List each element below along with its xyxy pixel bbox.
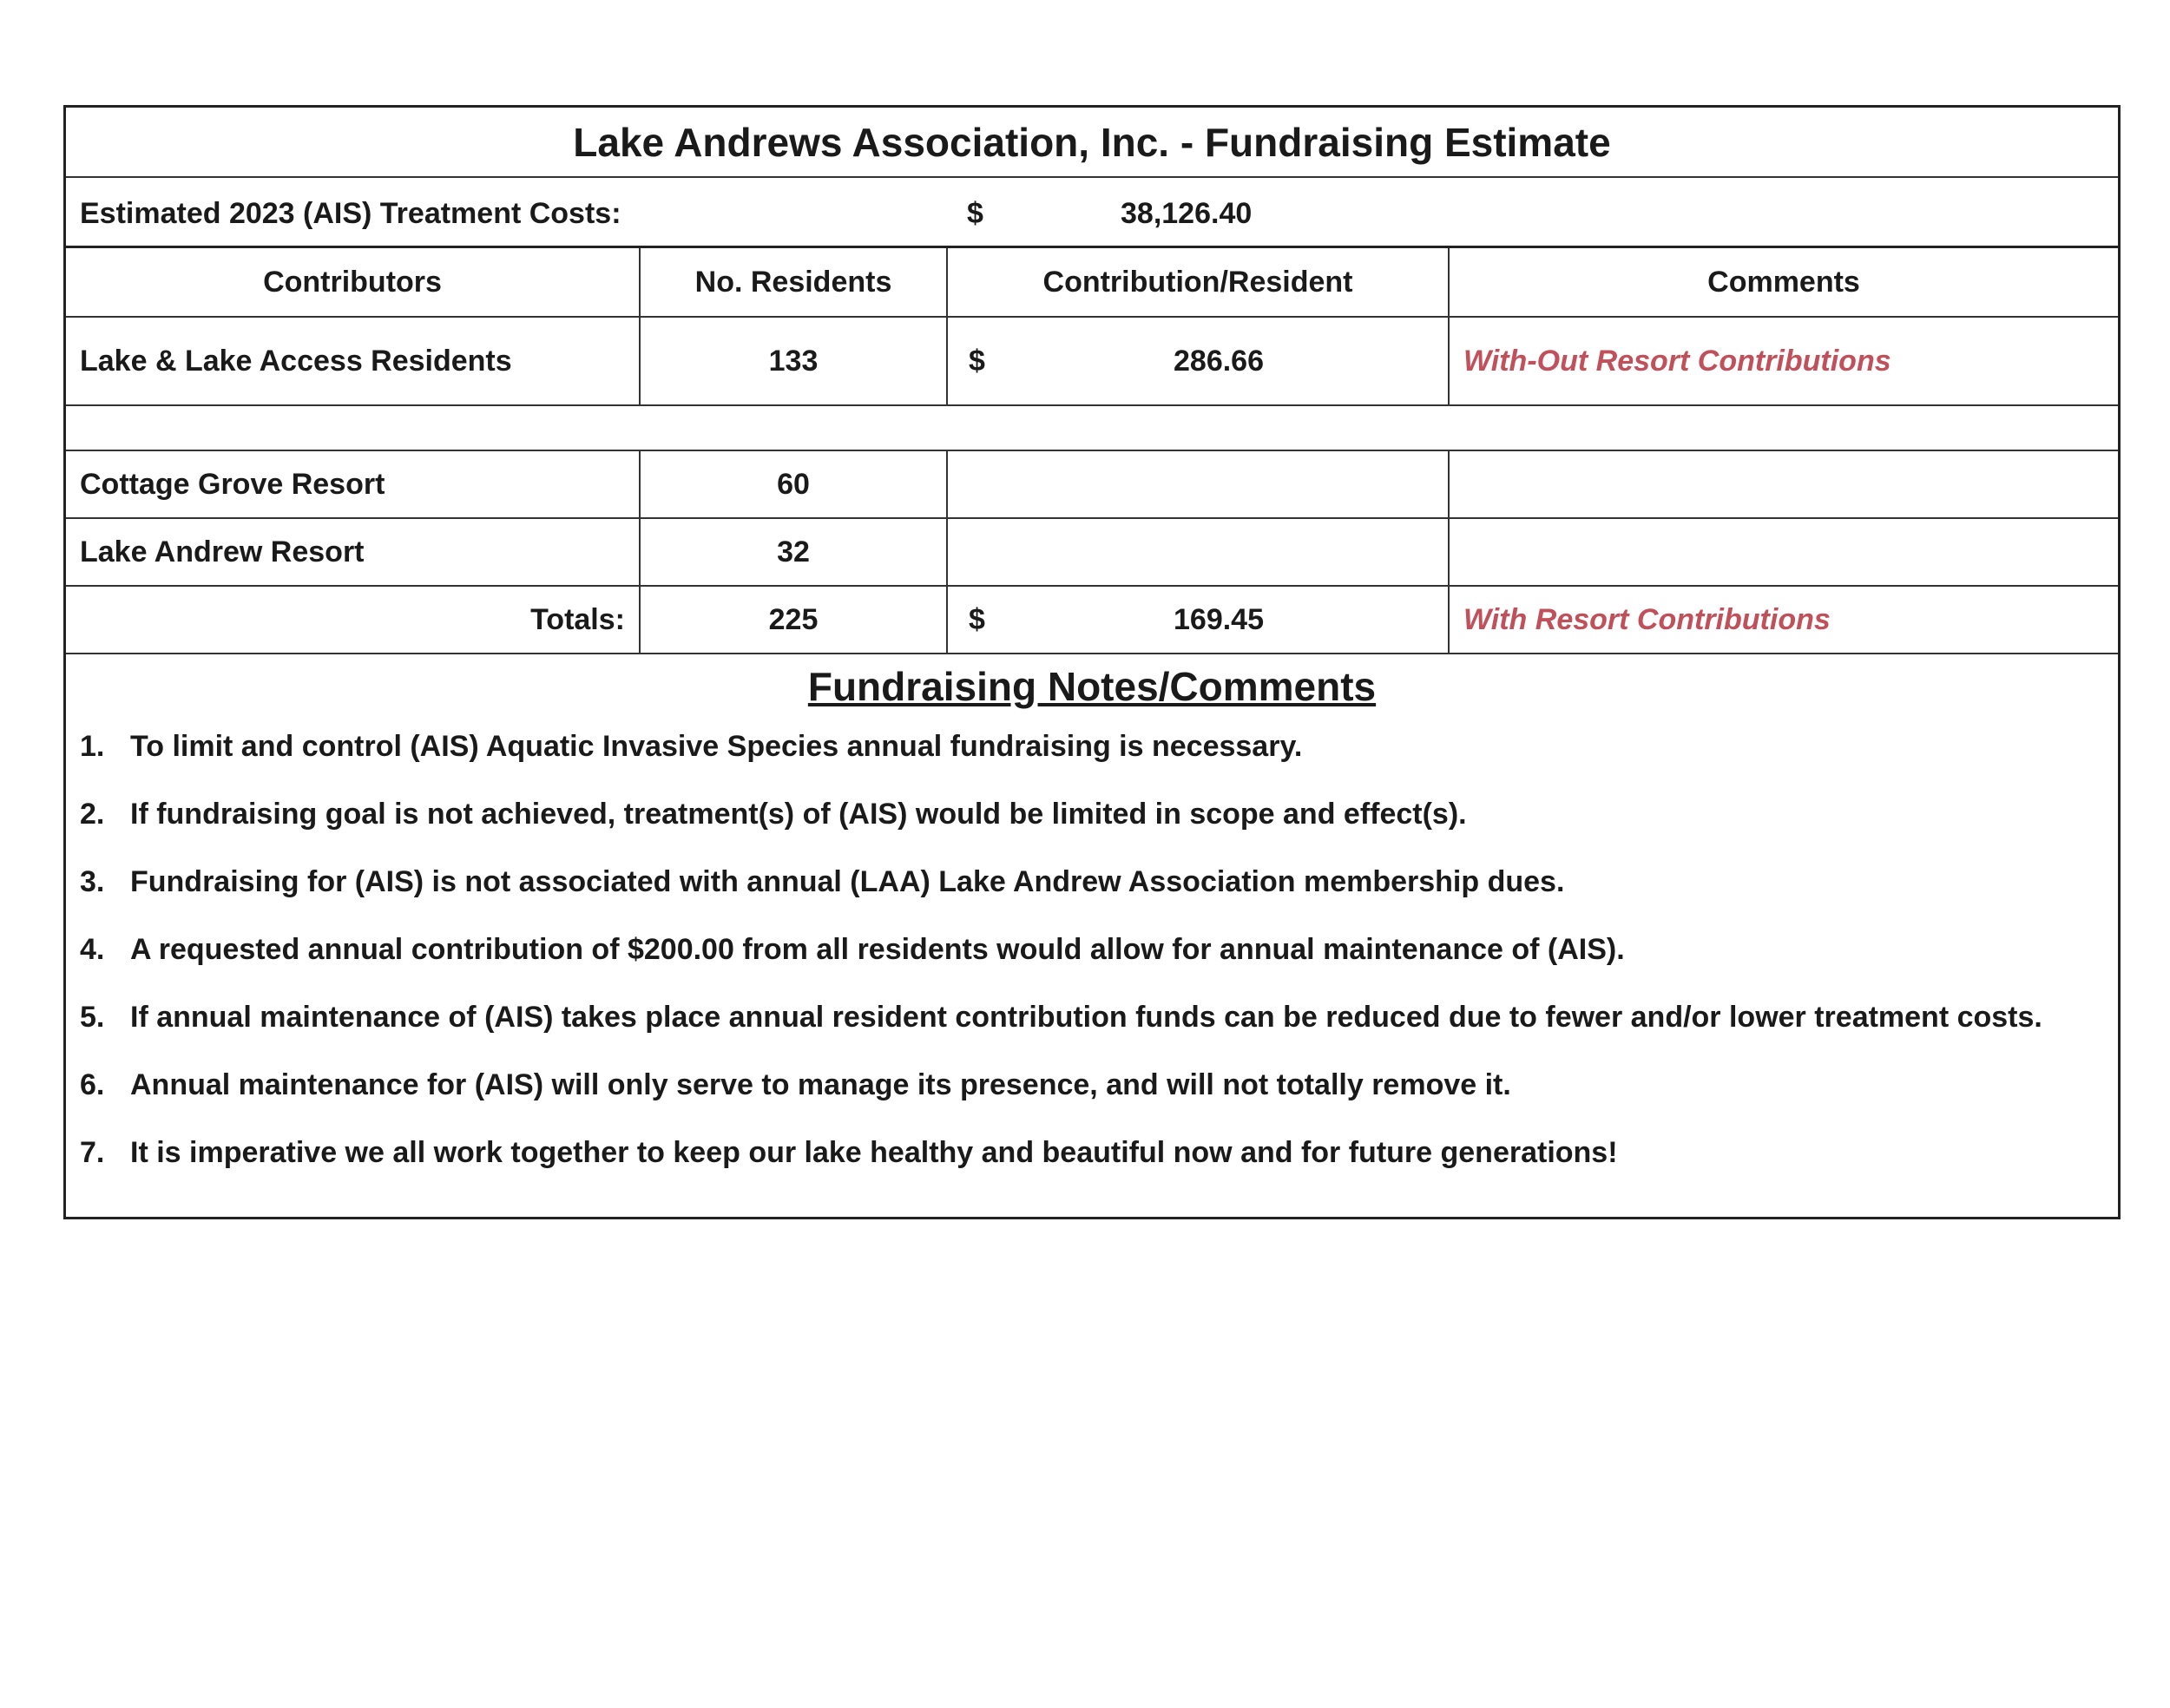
note-text: Annual maintenance for (AIS) will only serve to manage its presence, and will not totally remove it. (130, 1068, 1511, 1101)
header-contribution-per-resident: Contribution/Resident (947, 248, 1449, 317)
fundraising-estimate-sheet (63, 105, 2121, 1219)
totals-residents: 225 (640, 586, 947, 654)
contributors-table (66, 248, 2118, 654)
currency-symbol: $ (969, 602, 985, 636)
spacer-row (66, 405, 2118, 450)
list-item (80, 998, 2118, 1066)
note-number: 3. (80, 865, 105, 898)
contributor-cell: Lake & Lake Access Residents (66, 317, 640, 405)
totals-contribution-cell (947, 586, 1449, 654)
contribution-cell (947, 317, 1449, 405)
treatment-cost-currency: $ (967, 197, 983, 230)
residents-cell: 133 (640, 317, 947, 405)
list-item (80, 930, 2118, 998)
comment-cell (1449, 450, 2118, 518)
note-text: A requested annual contribution of $200.00 from all residents would allow for annual maintenance of (AIS). (130, 933, 1625, 966)
note-text: Fundraising for (AIS) is not associated with annual (LAA) Lake Andrew Association membership dues. (130, 865, 1565, 898)
fundraising-notes (66, 654, 2118, 1217)
contributor-cell: Lake Andrew Resort (66, 518, 640, 586)
treatment-cost-row (66, 178, 2118, 248)
contribution-value: 286.66 (1174, 344, 1264, 378)
list-item (80, 1066, 2118, 1133)
note-number: 6. (80, 1068, 105, 1101)
note-text: To limit and control (AIS) Aquatic Invasive Species annual fundraising is necessary. (130, 730, 1303, 763)
table-row (66, 317, 2118, 405)
comment-cell (1449, 518, 2118, 586)
spacer-cell (66, 405, 2118, 450)
notes-list (66, 727, 2118, 1201)
list-item (80, 727, 2118, 795)
table-header-row (66, 248, 2118, 317)
contributor-cell: Cottage Grove Resort (66, 450, 640, 518)
note-number: 5. (80, 1001, 105, 1034)
note-text: If annual maintenance of (AIS) takes place annual resident contribution funds can be reduced due to fewer and/or lower treatment costs. (130, 1001, 2042, 1034)
list-item (80, 795, 2118, 863)
note-text: It is imperative we all work together to keep our lake healthy and beautiful now and for future generations! (130, 1136, 1618, 1169)
currency-symbol: $ (969, 344, 985, 378)
document-title-text: Lake Andrews Association, Inc. - Fundraising Estimate (573, 119, 1611, 165)
comment-cell: With-Out Resort Contributions (1449, 317, 2118, 405)
residents-cell: 32 (640, 518, 947, 586)
contribution-cell (947, 450, 1449, 518)
note-number: 7. (80, 1136, 105, 1169)
header-no-residents: No. Residents (640, 248, 947, 317)
table-row (66, 450, 2118, 518)
table-row (66, 518, 2118, 586)
treatment-cost-amount: 38,126.40 (1121, 197, 1253, 230)
residents-cell: 60 (640, 450, 947, 518)
document-title (66, 108, 2118, 178)
note-number: 2. (80, 798, 105, 831)
totals-label: Totals: (66, 586, 640, 654)
totals-contribution-value: 169.45 (1174, 602, 1264, 636)
list-item (80, 1133, 2118, 1201)
note-number: 1. (80, 730, 105, 763)
header-contributors: Contributors (66, 248, 640, 317)
contribution-cell (947, 518, 1449, 586)
totals-row (66, 586, 2118, 654)
list-item (80, 863, 2118, 930)
header-comments: Comments (1449, 248, 2118, 317)
note-text: If fundraising goal is not achieved, treatment(s) of (AIS) would be limited in scope and effect(s). (130, 798, 1467, 831)
notes-title: Fundraising Notes/Comments (807, 664, 1377, 709)
note-number: 4. (80, 933, 105, 966)
treatment-cost-label: Estimated 2023 (AIS) Treatment Costs: (80, 197, 621, 230)
totals-comment: With Resort Contributions (1449, 586, 2118, 654)
